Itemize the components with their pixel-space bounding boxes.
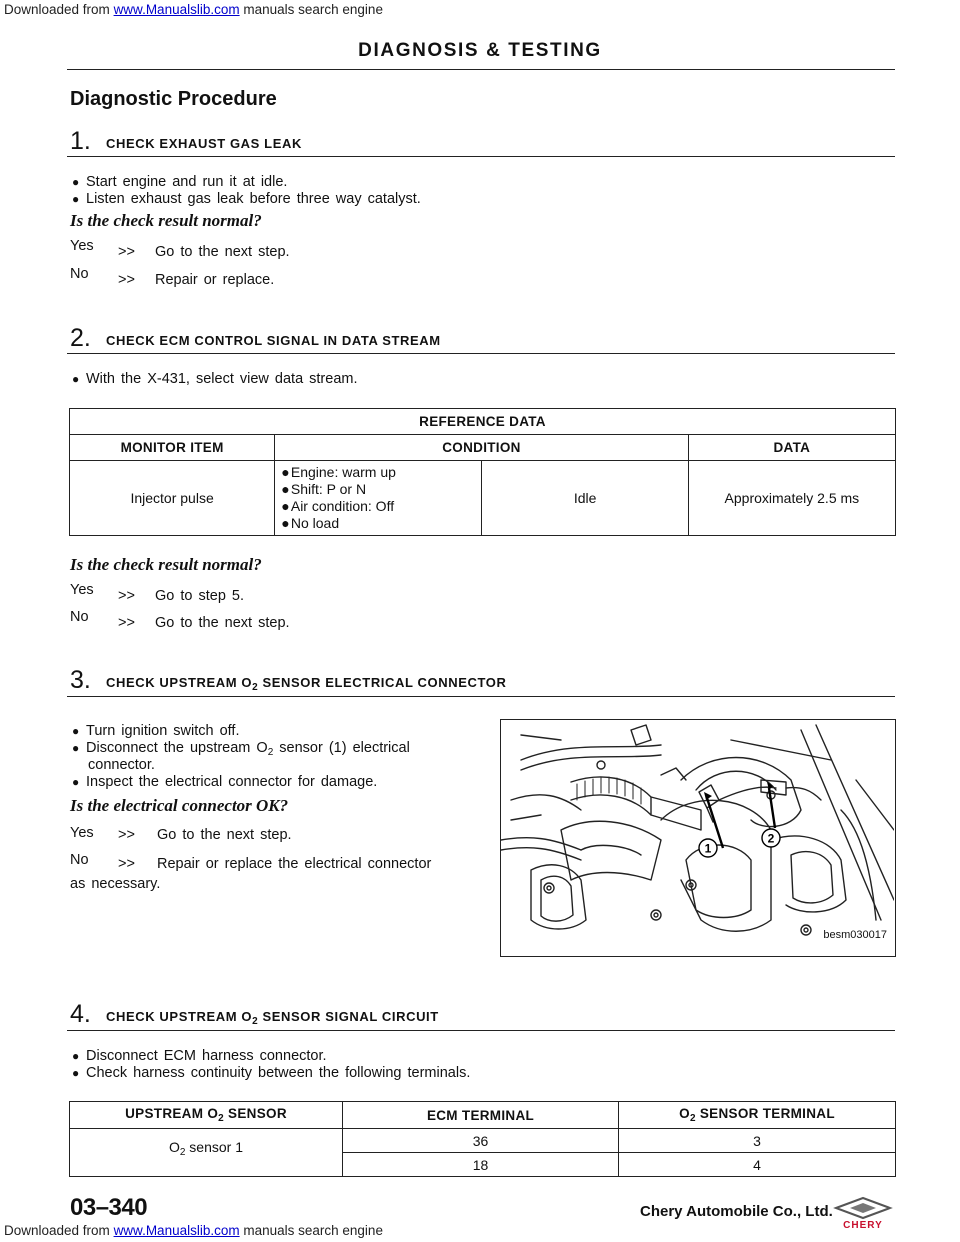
step-3-no-key: No <box>70 852 89 868</box>
step-3-bullet-1: ● Turn ignition switch off. <box>72 723 240 739</box>
step-2-rule <box>67 353 895 354</box>
step-1-bullet-1: ● Start engine and run it at idle. <box>72 174 288 190</box>
step-1-rule <box>67 156 895 157</box>
chery-logo-icon <box>832 1196 894 1230</box>
step-3-yes-text: Go to the next step. <box>157 827 292 843</box>
step-1-yes-key: Yes <box>70 238 94 254</box>
callout-1-label: 1 <box>704 841 712 856</box>
table-row <box>70 1129 896 1153</box>
data-value-cell: Approximately 2.5 ms <box>688 461 895 536</box>
step-4-title: CHECK UPSTREAM $O_2$ SENSOR SIGNAL CIRCUIT <box>106 1009 439 1027</box>
reference-data-table <box>69 408 896 536</box>
step-1-no-arrow: >> <box>118 272 135 288</box>
step-1-no-text: Repair or replace. <box>155 272 275 288</box>
step-3-bullet-3: ● Inspect the electrical connector for damage. <box>72 774 378 790</box>
callout-2-label: 2 <box>767 831 775 846</box>
step-4-bullet-2: ● Check harness continuity between the following terminals. <box>72 1065 471 1081</box>
download-note-bottom <box>4 1223 383 1238</box>
step-2-no-text: Go to the next step. <box>155 615 290 631</box>
download-suffix: manuals search engine <box>239 1223 383 1238</box>
logo-wordmark: CHERY <box>843 1220 883 1230</box>
engine-illustration <box>501 720 894 955</box>
step-4-bullet-1: ● Disconnect ECM harness connector. <box>72 1048 327 1064</box>
step-3-rule <box>67 696 895 697</box>
header-condition: CONDITION <box>275 435 688 461</box>
header-ecm-terminal: ECM TERMINAL <box>343 1102 619 1129</box>
step-3-no-text-cont: as necessary. <box>70 876 161 892</box>
condition-item: ● Engine: warm up <box>281 464 396 480</box>
terminal-table <box>69 1101 896 1177</box>
header-data: DATA <box>688 435 895 461</box>
manualslib-link[interactable]: www.Manualslib.com <box>113 1223 240 1238</box>
company-name: Chery Automobile Co., Ltd. <box>640 1203 833 1220</box>
step-2-yes-arrow: >> <box>118 588 135 604</box>
step-1-yes-text: Go to the next step. <box>155 244 290 260</box>
condition-item: ● No load <box>281 515 340 531</box>
condition-state-cell: Idle <box>482 461 688 536</box>
download-prefix: Downloaded from <box>4 1223 114 1238</box>
step-1-yes-arrow: >> <box>118 244 135 260</box>
reference-table-title: REFERENCE DATA <box>70 409 896 435</box>
step-3-no-arrow: >> <box>118 856 135 872</box>
step-3-title: CHECK UPSTREAM $O_2$ SENSOR ELECTRICAL CONNECTOR <box>106 675 507 693</box>
step-2-no-arrow: >> <box>118 615 135 631</box>
engine-figure <box>500 719 896 957</box>
page-number: 03–340 <box>70 1194 148 1221</box>
download-suffix: manuals search engine <box>239 2 383 17</box>
ecm-terminal-cell: 36 <box>343 1129 619 1153</box>
monitor-item-cell: Injector pulse <box>70 461 275 536</box>
step-2-yes-key: Yes <box>70 582 94 598</box>
header-sensor-terminal: $O_2$ SENSOR TERMINAL <box>619 1102 896 1129</box>
step-1-number: 1. <box>70 127 91 155</box>
sensor-terminal-cell: 3 <box>619 1129 896 1153</box>
step-4-rule <box>67 1030 895 1031</box>
header-rule <box>67 69 895 70</box>
step-3-no-text: Repair or replace the electrical connector <box>157 856 432 872</box>
sensor-name-cell: $O_2$ sensor 1 <box>70 1129 343 1177</box>
step-2-no-key: No <box>70 609 89 625</box>
ecm-terminal-cell: 18 <box>343 1153 619 1177</box>
header-upstream-sensor: UPSTREAM $O_2$ SENSOR <box>70 1102 343 1129</box>
step-3-number: 3. <box>70 666 91 694</box>
step-2-bullet-1: ● With the X-431, select view data stream. <box>72 371 358 387</box>
step-1-title: CHECK EXHAUST GAS LEAK <box>106 136 302 151</box>
step-4-number: 4. <box>70 1000 91 1028</box>
manualslib-link[interactable]: www.Manualslib.com <box>113 2 240 17</box>
header-monitor-item: MONITOR ITEM <box>70 435 275 461</box>
sensor-terminal-cell: 4 <box>619 1153 896 1177</box>
step-3-bullet-2-cont: connector. <box>88 757 155 773</box>
step-3-yes-key: Yes <box>70 825 94 841</box>
step-3-bullet-2: ● Disconnect the upstream $O_2$ sensor (1) electrical <box>72 740 410 758</box>
condition-list-cell <box>275 461 482 536</box>
figure-id: besm030017 <box>823 929 887 941</box>
condition-list <box>275 464 481 532</box>
download-prefix: Downloaded from <box>4 2 114 17</box>
download-note-top <box>4 2 383 17</box>
step-2-yes-text: Go to step 5. <box>155 588 245 604</box>
condition-item: ● Shift: P or N <box>281 481 367 497</box>
step-1-question: Is the check result normal? <box>70 211 262 230</box>
chery-logo <box>832 1196 894 1230</box>
condition-item: ● Air condition: Off <box>281 498 395 514</box>
step-1-no-key: No <box>70 266 89 282</box>
section-title: DIAGNOSIS & TESTING <box>358 40 602 61</box>
procedure-title: Diagnostic Procedure <box>70 88 277 110</box>
step-2-question: Is the check result normal? <box>70 555 262 574</box>
step-3-question: Is the electrical connector OK? <box>70 796 289 815</box>
step-2-number: 2. <box>70 324 91 352</box>
step-3-yes-arrow: >> <box>118 827 135 843</box>
step-2-title: CHECK ECM CONTROL SIGNAL IN DATA STREAM <box>106 333 441 348</box>
step-1-bullet-2: ● Listen exhaust gas leak before three way catalyst. <box>72 191 421 207</box>
